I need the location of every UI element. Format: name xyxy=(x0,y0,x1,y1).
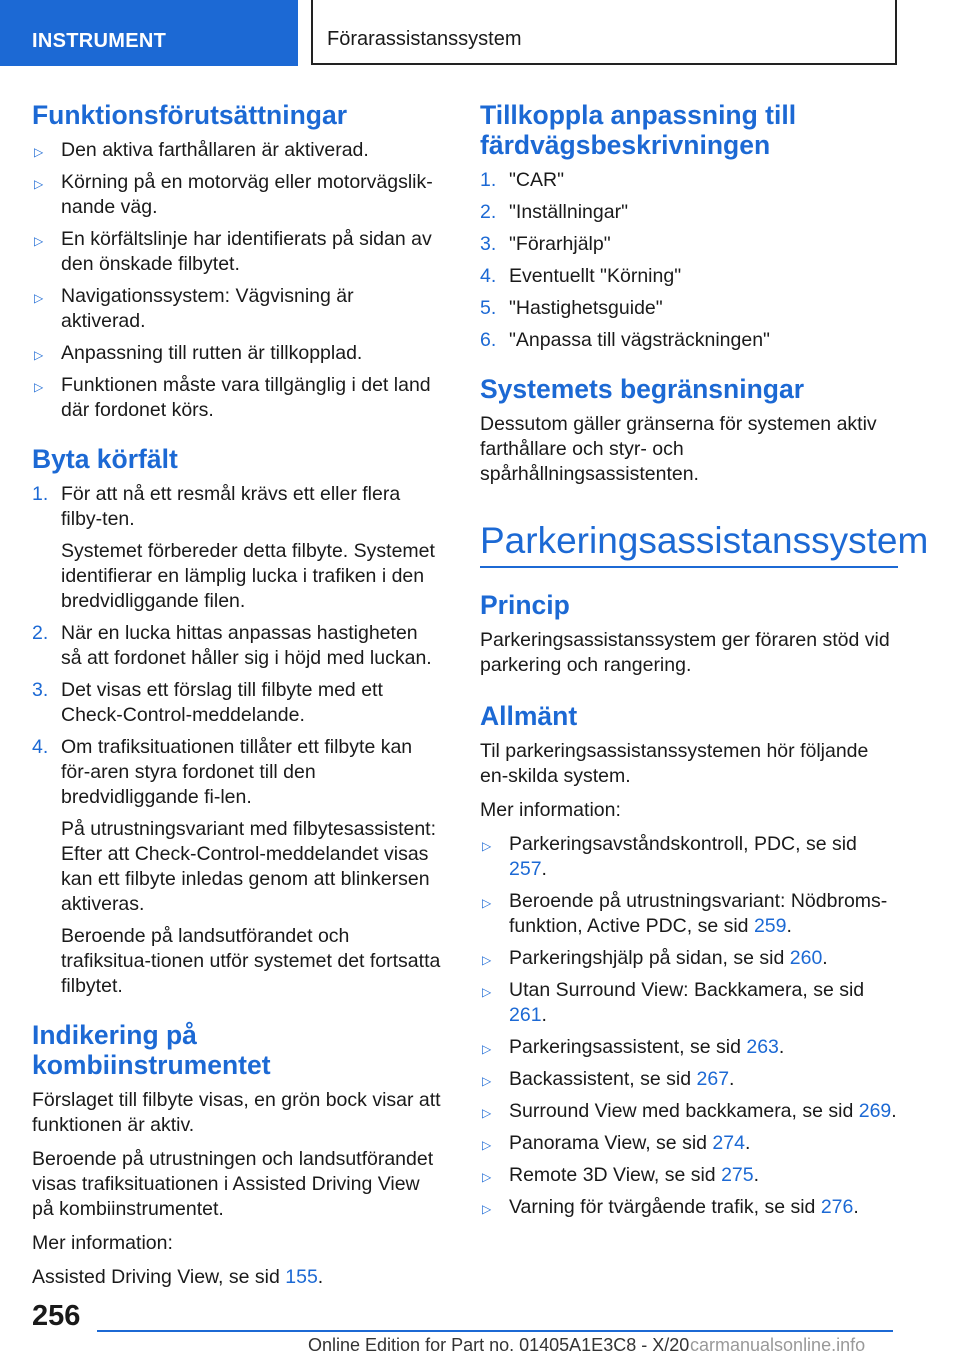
list-item xyxy=(32,341,442,366)
step-item xyxy=(32,678,442,728)
page-reference-link[interactable]: 275 xyxy=(721,1164,754,1186)
step-number: 2. xyxy=(32,622,49,644)
step-item xyxy=(480,200,898,225)
paragraph: Til parkeringsassistanssystemen hör följande en-skilda system. xyxy=(480,740,869,787)
step-subtext: Beroende på landsutförandet och trafiksitua-tionen utför systemet det fortsatta filbytet. xyxy=(61,925,441,997)
list-item-text: Utan Surround View: Backkamera, se sid xyxy=(509,979,865,1001)
step-number: 6. xyxy=(480,329,497,351)
chapter-title: Förarassistanssystem xyxy=(327,28,522,50)
section-tab xyxy=(0,0,298,66)
left-column xyxy=(32,100,442,1299)
right-column xyxy=(480,100,929,1227)
list-item xyxy=(32,284,442,334)
list-item-text: Parkeringshjälp på sidan, se sid xyxy=(509,947,790,969)
list-item xyxy=(480,832,898,882)
triangle-bullet-icon: ▷ xyxy=(482,1170,492,1184)
step-item xyxy=(32,621,442,671)
paragraph: Mer information: xyxy=(32,1232,173,1254)
page-reference-link[interactable]: 260 xyxy=(789,947,823,969)
reference-end: . xyxy=(891,1100,897,1122)
footer-rule xyxy=(97,1330,893,1332)
step-number: 4. xyxy=(480,265,497,287)
triangle-bullet-icon: ▷ xyxy=(482,896,492,910)
triangle-bullet-icon: ▷ xyxy=(34,291,44,305)
triangle-bullet-icon: ▷ xyxy=(482,1106,492,1120)
step-text: "Inställningar" xyxy=(509,201,628,223)
page-reference-link[interactable]: 259 xyxy=(753,915,787,937)
page-reference-link[interactable]: 267 xyxy=(696,1068,730,1090)
list-item-text: Beroende på utrustningsvariant: Nödbroms-funktion, Active PDC, se sid xyxy=(509,890,888,937)
reference-line xyxy=(32,1265,442,1290)
reference-text: Assisted Driving View, se sid xyxy=(32,1266,286,1288)
list-item xyxy=(32,138,442,163)
step-text: Om trafiksituationen tillåter ett filbyte kan för-aren styra fordonet till den bredvidliggande fi-len. xyxy=(61,736,413,808)
reference-end: . xyxy=(786,915,792,937)
triangle-bullet-icon: ▷ xyxy=(482,1138,492,1152)
list-item xyxy=(480,889,898,939)
step-number: 5. xyxy=(480,297,497,319)
list-item xyxy=(480,1099,898,1124)
activation-steps xyxy=(480,168,898,353)
step-subtext: På utrustningsvariant med filbytesassistent: Efter att Check-Control-meddelandet visas kan ett filbyte inledas genom att blinkersen aktiveras. xyxy=(61,818,437,915)
paragraph: Förslaget till filbyte visas, en grön bock visar att funktionen är aktiv. xyxy=(32,1089,441,1136)
step-text: "Anpassa till vägsträckningen" xyxy=(509,329,770,351)
step-item xyxy=(480,328,898,353)
list-item-text: Backassistent, se sid xyxy=(509,1068,697,1090)
page-reference-link[interactable]: 269 xyxy=(858,1100,892,1122)
page-reference-link[interactable]: 274 xyxy=(712,1132,745,1154)
heading-indikering: Indikering på kombiinstrumentet xyxy=(32,1020,271,1080)
list-item xyxy=(480,1163,898,1188)
reference-end: . xyxy=(853,1196,859,1218)
list-item-text: Surround View med backkamera, se sid xyxy=(509,1100,859,1122)
step-number: 1. xyxy=(32,483,49,505)
reference-end: . xyxy=(729,1068,735,1090)
triangle-bullet-icon: ▷ xyxy=(482,839,492,853)
step-item xyxy=(480,232,898,257)
list-item xyxy=(480,978,898,1028)
page-reference-link[interactable]: 263 xyxy=(746,1036,779,1058)
list-item-text: Anpassning till rutten är tillkopplad. xyxy=(61,342,363,364)
list-item-text: Panorama View, se sid xyxy=(509,1132,713,1154)
reference-end: . xyxy=(822,947,828,969)
triangle-bullet-icon: ▷ xyxy=(34,234,44,248)
step-number: 3. xyxy=(32,679,49,701)
triangle-bullet-icon: ▷ xyxy=(482,953,492,967)
heading-tillkoppla-anpassning: Tillkoppla anpassning till färdvägsbeskrivningen xyxy=(480,100,797,160)
step-number: 4. xyxy=(32,736,49,758)
list-item xyxy=(480,1035,898,1060)
paragraph: Parkeringsassistanssystem ger föraren stöd vid parkering och rangering. xyxy=(480,629,890,676)
parking-systems-list xyxy=(480,832,898,1220)
section-tab-label: INSTRUMENT xyxy=(32,30,167,52)
page-reference-link[interactable]: 276 xyxy=(820,1196,854,1218)
step-number: 2. xyxy=(480,201,497,223)
conditions-list xyxy=(32,138,442,423)
step-item xyxy=(32,482,442,614)
list-item-text: Den aktiva farthållaren är aktiverad. xyxy=(61,139,369,161)
heading-funktionsforutsattningar: Funktionsförutsättningar xyxy=(32,100,348,130)
paragraph: Beroende på utrustningen och landsutförandet visas trafiksituationen i Assisted Driving View på kombiinstrumentet. xyxy=(32,1148,434,1220)
chapter-header xyxy=(311,0,897,65)
triangle-bullet-icon: ▷ xyxy=(482,1074,492,1088)
list-item-text: Körning på en motorväg eller motorvägslik-nande väg. xyxy=(61,171,433,218)
step-item xyxy=(32,735,442,999)
heading-byta-korfalt: Byta körfält xyxy=(32,444,178,474)
reference-end: . xyxy=(541,858,547,880)
step-subtext: Systemet förbereder detta filbyte. Systemet identifierar en lämplig lucka i trafiken i den bredvidliggande filen. xyxy=(61,540,435,612)
triangle-bullet-icon: ▷ xyxy=(34,348,44,362)
step-text: "Förarhjälp" xyxy=(509,233,611,255)
page-number: 256 xyxy=(32,1300,81,1332)
reference-end: . xyxy=(541,1004,547,1026)
paragraph: Dessutom gäller gränserna för systemen aktiv farthållare och styr- och spårhållningsassistenten. xyxy=(480,413,877,485)
list-item-text: Parkeringsavståndskontroll, PDC, se sid xyxy=(509,833,857,855)
heading-princip: Princip xyxy=(480,590,570,620)
paragraph: Mer information: xyxy=(480,799,621,821)
triangle-bullet-icon: ▷ xyxy=(482,1042,492,1056)
step-text: "Hastighetsguide" xyxy=(509,297,663,319)
watermark: carmanualsonline.info xyxy=(690,1335,866,1355)
step-item xyxy=(480,264,898,289)
reference-end: . xyxy=(317,1266,324,1288)
page-reference-link[interactable]: 261 xyxy=(509,1004,542,1026)
triangle-bullet-icon: ▷ xyxy=(482,1202,492,1216)
step-text: Eventuellt "Körning" xyxy=(509,265,682,287)
lane-change-steps xyxy=(32,482,442,999)
step-text: Det visas ett förslag till filbyte med ett Check-Control-meddelande. xyxy=(61,679,383,726)
list-item-text: Parkeringsassistent, se sid xyxy=(509,1036,747,1058)
triangle-bullet-icon: ▷ xyxy=(482,985,492,999)
list-item xyxy=(480,1195,898,1220)
footer-edition: Online Edition for Part no. 01405A1E3C8 - X/20 xyxy=(308,1335,690,1355)
list-item xyxy=(32,170,442,220)
list-item xyxy=(32,373,442,423)
list-item xyxy=(480,1131,898,1156)
list-item-text: En körfältslinje har identifierats på sidan av den önskade filbytet. xyxy=(61,228,432,275)
triangle-bullet-icon: ▷ xyxy=(34,145,44,159)
page-reference-link[interactable]: 257 xyxy=(509,858,542,880)
list-item xyxy=(32,227,442,277)
step-text: "CAR" xyxy=(509,169,565,191)
step-number: 3. xyxy=(480,233,497,255)
chapter-heading-parkeringsassistanssystem: Parkeringsassistanssystem xyxy=(480,518,898,568)
step-item xyxy=(480,168,898,193)
list-item-text: Funktionen måste vara tillgänglig i det land där fordonet körs. xyxy=(61,374,431,421)
list-item-text: Navigationssystem: Vägvisning är aktiverad. xyxy=(61,285,354,332)
list-item-text: Remote 3D View, se sid xyxy=(509,1164,722,1186)
heading-allmant: Allmänt xyxy=(480,701,578,731)
step-item xyxy=(480,296,898,321)
page-reference-link[interactable]: 155 xyxy=(285,1266,318,1288)
list-item xyxy=(480,946,898,971)
reference-end: . xyxy=(753,1164,760,1186)
reference-end: . xyxy=(778,1036,785,1058)
triangle-bullet-icon: ▷ xyxy=(34,177,44,191)
step-text: För att nå ett resmål krävs ett eller flera filby-ten. xyxy=(61,483,401,530)
reference-end: . xyxy=(744,1132,751,1154)
list-item-text: Varning för tvärgående trafik, se sid xyxy=(509,1196,821,1218)
triangle-bullet-icon: ▷ xyxy=(34,380,44,394)
step-text: När en lucka hittas anpassas hastigheten så att fordonet håller sig i höjd med luckan. xyxy=(61,622,432,669)
list-item xyxy=(480,1067,898,1092)
step-number: 1. xyxy=(480,169,497,191)
heading-systemets-begransningar: Systemets begränsningar xyxy=(480,374,805,404)
